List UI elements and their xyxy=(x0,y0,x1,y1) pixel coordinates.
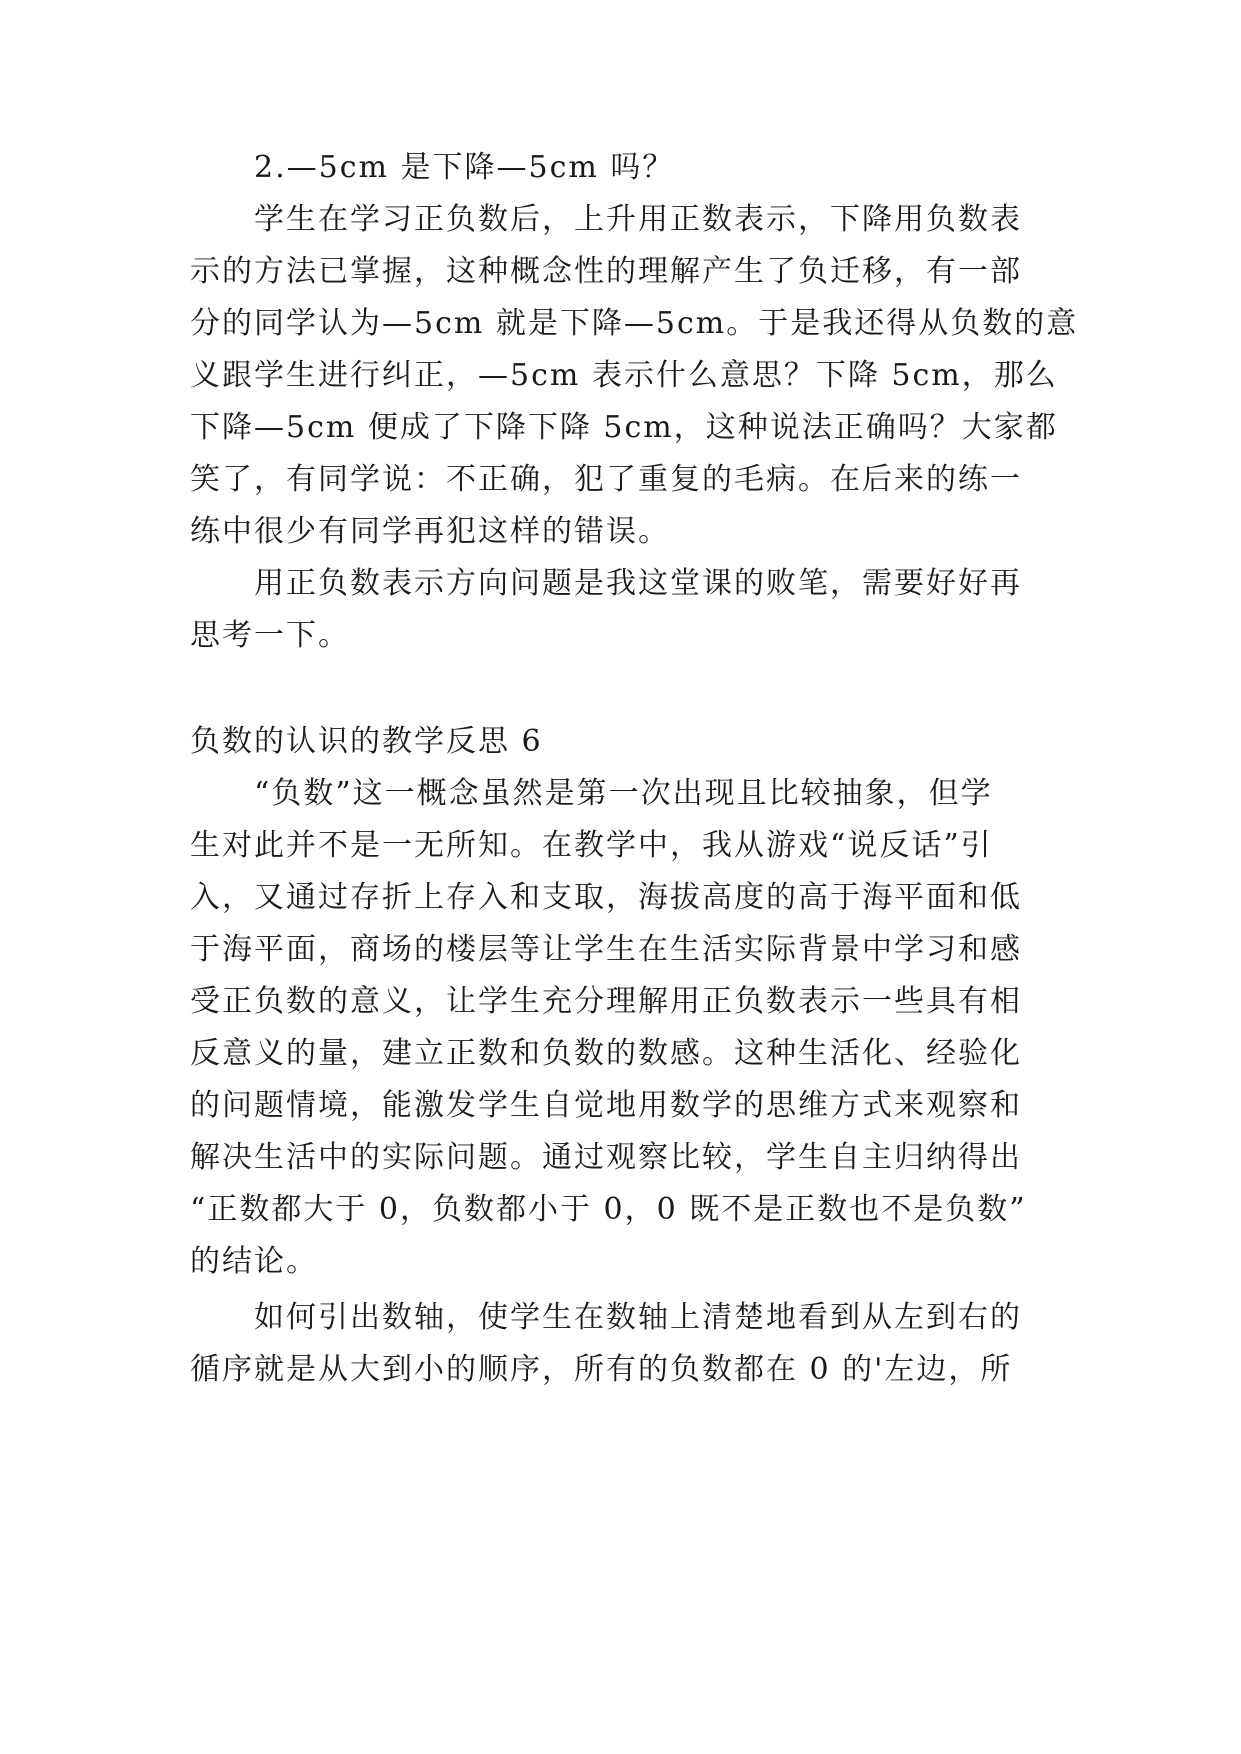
paragraph-line: 学生在学习正负数后，上升用正数表示，下降用负数表 xyxy=(254,202,1022,237)
paragraph-line: 受正负数的意义，让学生充分理解用正负数表示一些具有相 xyxy=(190,984,1022,1019)
paragraph-line: 循序就是从大到小的顺序，所有的负数都在 0 的'左边，所 xyxy=(190,1352,1013,1387)
paragraph-line: 下降—5cm 便成了下降下降 5cm，这种说法正确吗？大家都 xyxy=(190,410,1058,445)
paragraph-line: “负数”这一概念虽然是第一次出现且比较抽象，但学 xyxy=(254,776,993,811)
paragraph-line: 分的同学认为—5cm 就是下降—5cm。于是我还得从负数的意 xyxy=(190,306,1079,341)
paragraph-line: 练中很少有同学再犯这样的错误。 xyxy=(190,514,670,549)
paragraph-line: 入，又通过存折上存入和支取，海拔高度的高于海平面和低 xyxy=(190,880,1022,915)
paragraph-line: 反意义的量，建立正数和负数的数感。这种生活化、经验化 xyxy=(190,1036,1022,1071)
paragraph-line: 于海平面，商场的楼层等让学生在生活实际背景中学习和感 xyxy=(190,932,1022,967)
paragraph-line: 义跟学生进行纠正，—5cm 表示什么意思？下降 5cm，那么 xyxy=(190,358,1058,393)
paragraph-line: 笑了，有同学说：不正确，犯了重复的毛病。在后来的练一 xyxy=(190,462,1022,497)
paragraph-line: 的问题情境，能激发学生自觉地用数学的思维方式来观察和 xyxy=(190,1088,1022,1123)
section-title: 负数的认识的教学反思 6 xyxy=(190,724,543,759)
paragraph-line: 思考一下。 xyxy=(190,618,350,653)
paragraph-line: 的结论。 xyxy=(190,1244,318,1279)
paragraph-line: 如何引出数轴，使学生在数轴上清楚地看到从左到右的 xyxy=(254,1300,1022,1335)
paragraph-line: 示的方法已掌握，这种概念性的理解产生了负迁移，有一部 xyxy=(190,254,1022,289)
paragraph-line: 用正负数表示方向问题是我这堂课的败笔，需要好好再 xyxy=(254,566,1022,601)
paragraph-line: 生对此并不是一无所知。在教学中，我从游戏“说反话”引 xyxy=(190,828,993,863)
paragraph-line: 解决生活中的实际问题。通过观察比较，学生自主归纳得出 xyxy=(190,1140,1022,1175)
section-heading: 2.—5cm 是下降—5cm 吗？ xyxy=(254,150,675,185)
paragraph-line: “正数都大于 0，负数都小于 0，0 既不是正数也不是负数” xyxy=(190,1192,1027,1227)
